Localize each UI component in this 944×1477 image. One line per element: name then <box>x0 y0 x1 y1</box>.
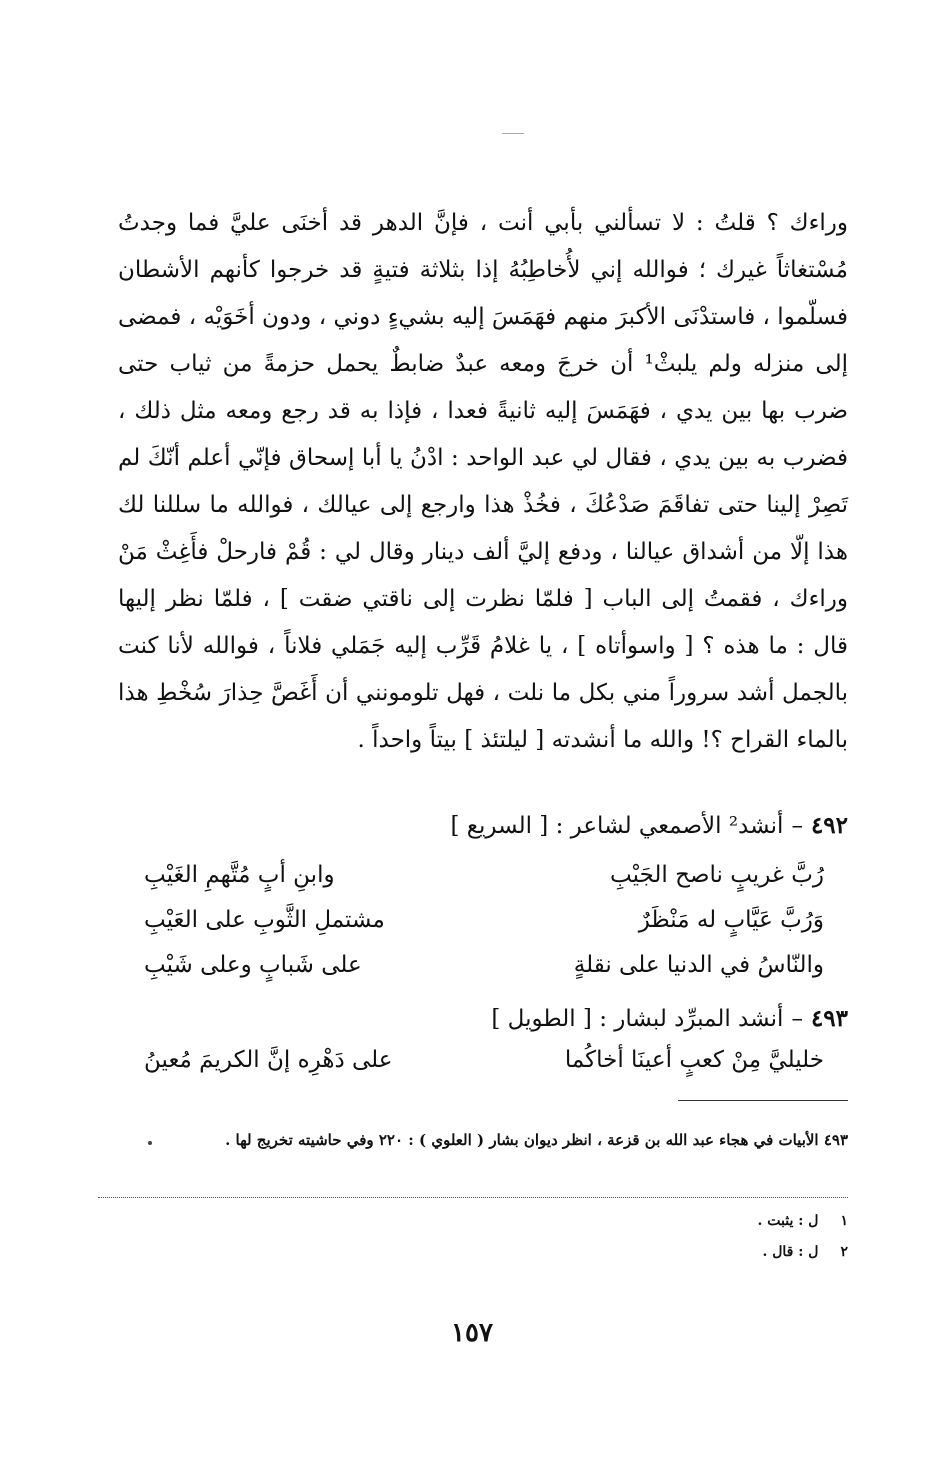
verses-492 <box>144 853 824 988</box>
verse-hemistich-second: وابنِ أبٍ مُتَّهمِ الغَيْبِ <box>144 862 335 888</box>
verse-hemistich-first: رُبَّ غريبٍ ناصح الجَيْبِ <box>610 862 824 888</box>
entry-492-heading <box>118 812 848 839</box>
entry-492-text: أنشد² الأصمعي لشاعر : [ السريع ] <box>450 813 784 839</box>
entry-492-number: ٤٩٢ <box>810 812 848 839</box>
verse-hemistich-second: على دَهْرِه إنَّ الكريمَ مُعينُ <box>144 1047 393 1073</box>
page-number: ١٥٧ <box>451 1318 493 1348</box>
footnote-number: ٢ <box>840 1244 848 1260</box>
footnote-dotted-separator <box>98 1197 848 1198</box>
verse-493 <box>144 1047 824 1073</box>
verse-hemistich-first: وَرُبَّ عَيَّابٍ له مَنْظَرٌ <box>638 907 824 933</box>
body-paragraph: وراءك ؟ قلتُ : لا تسألني بأبي أنت ، فإنَّ الدهر قد أخنَى عليَّ فما وجدتُ مُسْتغاثاً غيرك ؛ فوالله إني لأُخاطِبُهُ إذا بثلاثة فتيةٍ قد خرجوا كأنهم الأشطان فسلّموا ، فاستدْنَى الأكبرَ منهم فهَمَسَ إليه بشيءٍ دوني ، ودون أخَوَيْه ، فمضى إلى منزله ولم يلبثْ¹ أن خرجَ ومعه عبدٌ ضابطٌ يحمل حزمةً من ثياب حتى ضرب بها بين يدي ، فهَمَسَ إليه ثانيةً فعدا ، فإذا به قد رجع ومعه مثل ذلك ، فضرب به بين يدي ، فقال لي عبد الواحد : ادْنُ يا أبا إسحاق فإنّي أعلم أنّكَ لم تَصِرْ إلينا حتى تفاقَمَ صَدْعُكَ ، فخُذْ هذا وارجع إلى عيالك ، فوالله ما سللنا لك هذا إلّا من أشداق عيالنا ، ودفع إليَّ ألف دينار وقال لي : قُمْ فارحلْ فأَغِثْ مَنْ وراءك ، فقمتُ إلى الباب [ فلمّا نظرت إلى ناقتي ضقت ] ، فلمّا نظر إليها قال : ما هذه ؟ [ واسوأتاه ] ، يا غلامُ قَرِّب إليه جَمَلي فلاناً ، فوالله لأنا كنت بالجمل أشد سروراً مني بكل ما نلت ، فهل تلومونني أن أَغَصَّ حِذارَ سُخْطِ هذا بالماء القراح ؟! والله ما أنشدته [ ليلتئذ ] بيتاً واحداً . <box>118 210 848 753</box>
verse-line <box>144 898 824 943</box>
body-prose <box>118 200 848 764</box>
margin-dot <box>148 1141 152 1145</box>
verse-line <box>144 853 824 898</box>
entry-493-text: أنشد المبرِّد لبشار : [ الطويل ] <box>491 1006 784 1032</box>
verse-hemistich-second: مشتملِ الثَّوبِ على العَيْبِ <box>144 907 385 933</box>
entry-493-heading <box>118 1005 848 1032</box>
footnote-text: ل : يثبت . <box>757 1213 819 1229</box>
footnote-text: ل : قال . <box>762 1244 819 1260</box>
verse-hemistich-first: والنّاسُ في الدنيا على نقلةٍ <box>573 952 824 978</box>
footnote-rule <box>678 1100 848 1101</box>
page-top-mark <box>502 133 524 134</box>
footnote-item <box>448 1213 848 1229</box>
footnote-number: ١ <box>840 1213 848 1229</box>
verse-line <box>144 943 824 988</box>
footnote-item <box>448 1244 848 1260</box>
entry-493-separator: – <box>791 1006 803 1032</box>
entry-493-number: ٤٩٣ <box>810 1005 848 1032</box>
verse-hemistich-first: خليليَّ مِنْ كعبٍ أعينَا أخاكُما <box>564 1047 824 1073</box>
verse-hemistich-second: على شَبابٍ وعلى شَيْبِ <box>144 952 362 978</box>
entry-492-separator: – <box>791 813 803 839</box>
source-note: ٤٩٣ الأبيات في هجاء عبد الله بن قزعة ، انظر ديوان بشار ( العلوي ) : ٢٢٠ وفي حاشيته تخريج لها . <box>225 1131 848 1149</box>
